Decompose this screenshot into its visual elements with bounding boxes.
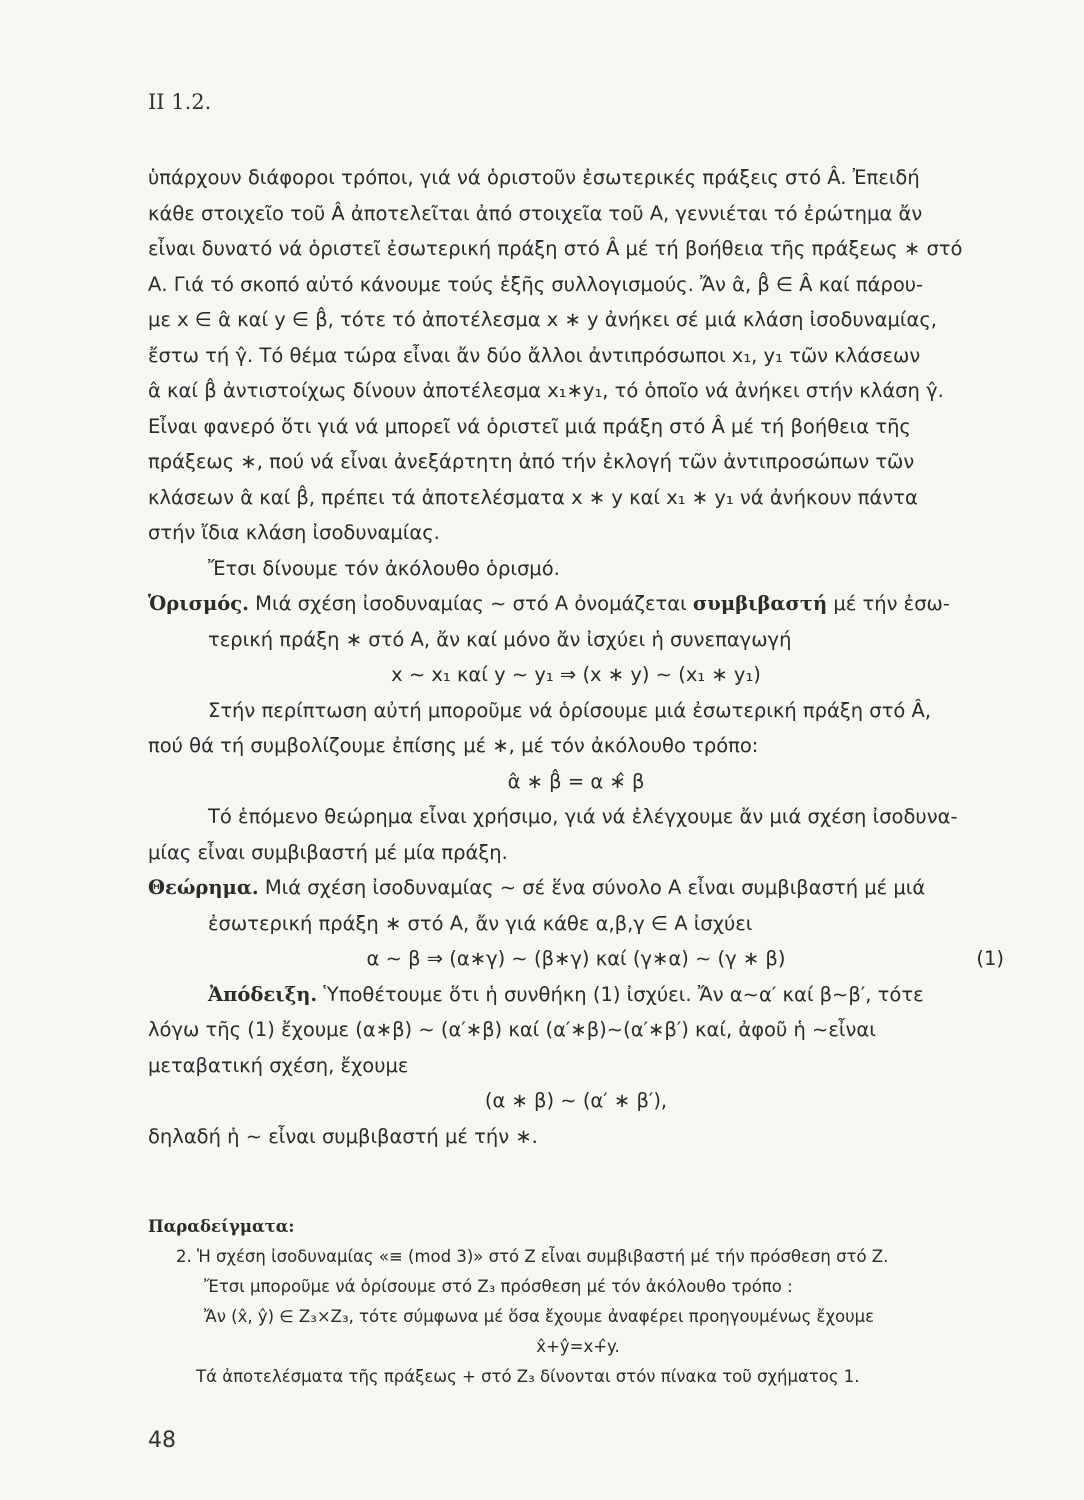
definition-line: τερική πράξη ∗ στό Α, ἄν καί μόνο ἄν ἰσχύει ἡ συνεπαγωγή xyxy=(208,627,792,651)
proof-line: λόγω τῆς (1) ἔχουμε (α∗β) ∼ (α′∗β) καί (α′∗β)∼(α′∗β′) καί, ἀφοῦ ἡ ∼εἶναι xyxy=(148,1018,876,1041)
intro-line: εἶναι δυνατό νά ὁριστεῖ ἐσωτερική πράξη στό Â μέ τή βοήθεια τῆς πράξεως ∗ στό xyxy=(148,237,963,260)
theorem-paragraph xyxy=(148,870,1004,906)
proof-paragraph xyxy=(148,977,1004,1013)
intro-line: στήν ἴδια κλάση ἰσοδυναμίας. xyxy=(148,521,440,544)
theorem-label: Θεώρημα. xyxy=(148,876,259,899)
proof-label: Ἀπόδειξη. xyxy=(208,982,318,1006)
theorem-equation xyxy=(148,941,1004,977)
definition-formula-2: α̂ ∗ β̂ = α ∗̂ β xyxy=(507,769,645,793)
theorem-formula: α ∼ β ⇒ (α∗γ) ∼ (β∗γ) καί (γ∗α) ∼ (γ ∗ β) xyxy=(366,947,786,970)
definition-follow: Στήν περίπτωση αὐτή μποροῦμε νά ὁρίσουμε μιά ἐσωτερική πράξη στό Â, xyxy=(208,698,932,722)
definition-paragraph xyxy=(148,586,1004,622)
proof-formula: (α ∗ β) ∼ (α′ ∗ β′), xyxy=(484,1089,668,1112)
proof-conclusion: δηλαδή ἡ ∼ εἶναι συμβιβαστή μέ τήν ∗. xyxy=(148,1124,538,1148)
examples-heading: Παραδείγματα: xyxy=(148,1217,295,1236)
proof-line: μεταβατική σχέση, ἔχουμε xyxy=(148,1053,409,1077)
intro-line: Α. Γιά τό σκοπό αὐτό κάνουμε τούς ἑξῆς συλλογισμούς. Ἄν α̂, β̂ ∈ Â καί πάρου- xyxy=(148,272,924,296)
intro-line: πράξεως ∗, πού νά εἶναι ἀνεξάρτητη ἀπό τήν ἐκλογή τῶν ἀντιπροσώπων τῶν xyxy=(148,450,915,473)
equation-number: (1) xyxy=(976,947,1004,970)
next-text: μίας εἶναι συμβιβαστή μέ μία πράξη. xyxy=(148,840,508,864)
intro-line: κλάσεων α̂ καί β̂, πρέπει τά ἀποτελέσματα x ∗ y καί x₁ ∗ y₁ νά ἀνήκουν πάντα xyxy=(148,485,918,509)
example-number: 2. xyxy=(176,1247,192,1266)
definition-formula: x ∼ x₁ καί y ∼ y₁ ⇒ (x ∗ y) ∼ (x₁ ∗ y₁) xyxy=(391,663,761,686)
page-number: 48 xyxy=(148,1428,176,1453)
next-text: Τό ἑπόμενο θεώρημα εἶναι χρήσιμο, γιά νά ἐλέγχουμε ἄν μιά σχέση ἰσοδυνα- xyxy=(208,805,958,828)
intro-line: α̂ καί β̂ ἀντιστοίχως δίνουν ἀποτέλεσμα x₁∗y₁, τό ὁποῖο νά ἀνήκει στήν κλάση γ̂. xyxy=(148,379,944,402)
intro-line: Εἶναι φανερό ὅτι γιά νά μπορεῖ νά ὁριστεῖ μιά πράξη στό Â μέ τή βοήθεια τῆς xyxy=(148,414,911,438)
examples-section xyxy=(148,1212,1008,1392)
definition-follow: πού θά τή συμβολίζουμε ἐπίσης μέ ∗, μέ τόν ἀκόλουθο τρόπο: xyxy=(148,734,759,757)
definition-text: Μιά σχέση ἰσοδυναμίας ∼ στό Α ὀνομάζεται xyxy=(248,592,693,615)
definition-label: Ὁρισμός. xyxy=(148,592,249,615)
intro-line: κάθε στοιχεῖο τοῦ Â ἀποτελεῖται ἀπό στοιχεῖα τοῦ Α, γεννιέται τό ἐρώτημα ἄν xyxy=(148,201,923,225)
example-formula: x̂+ŷ=x+̂y. xyxy=(536,1337,620,1356)
intro-closing: Ἔτσι δίνουμε τόν ἀκόλουθο ὁρισμό. xyxy=(208,556,560,580)
intro-line: ὑπάρχουν διάφοροι τρόποι, γιά νά ὁριστοῦν ἐσωτερικές πράξεις στό Â. Ἐπειδή xyxy=(148,166,920,189)
theorem-text: Μιά σχέση ἰσοδυναμίας ∼ σέ ἕνα σύνολο Α εἶναι συμβιβαστή μέ μιά xyxy=(258,876,926,899)
example-line: 2. Ἡ σχέση ἰσοδυναμίας «≡ (mod 3)» στό Z εἶναι συμβιβαστή μέ τήν πρόσθεση στό Z. xyxy=(176,1247,889,1266)
main-text xyxy=(148,160,1004,1154)
proof-text: Ὑποθέτουμε ὅτι ἡ συνθήκη (1) ἰσχύει. Ἄν α∼α′ καί β∼β′, τότε xyxy=(317,982,924,1006)
section-header: II 1.2. xyxy=(148,90,212,114)
definition-text: μέ τήν ἐσω- xyxy=(827,592,950,615)
intro-line: ἔστω τή γ̂. Τό θέμα τώρα εἶναι ἄν δύο ἄλλοι ἀντιπρόσωποι x₁, y₁ τῶν κλάσεων xyxy=(148,343,921,367)
example-line: Τά ἀποτελέσματα τῆς πράξεως + στό Z₃ δίνονται στόν πίνακα τοῦ σχήματος 1. xyxy=(196,1367,860,1386)
definition-term: συμβιβαστή xyxy=(692,592,828,615)
theorem-line: ἐσωτερική πράξη ∗ στό Α, ἄν γιά κάθε α,β,γ ∈ Α ἰσχύει xyxy=(208,911,753,935)
example-line: Ἄν (x̂, ŷ) ∈ Z₃×Z₃, τότε σύμφωνα μέ ὅσα ἔχουμε ἀναφέρει προηγουμένως ἔχουμε xyxy=(204,1307,875,1326)
intro-line: με x ∈ α̂ καί y ∈ β̂, τότε τό ἀποτέλεσμα x ∗ y ἀνήκει σέ μιά κλάση ἰσοδυναμίας, xyxy=(148,308,938,331)
example-line: Ἔτσι μποροῦμε νά ὁρίσουμε στό Z₃ πρόσθεση μέ τόν ἀκόλουθο τρόπο : xyxy=(204,1277,793,1296)
